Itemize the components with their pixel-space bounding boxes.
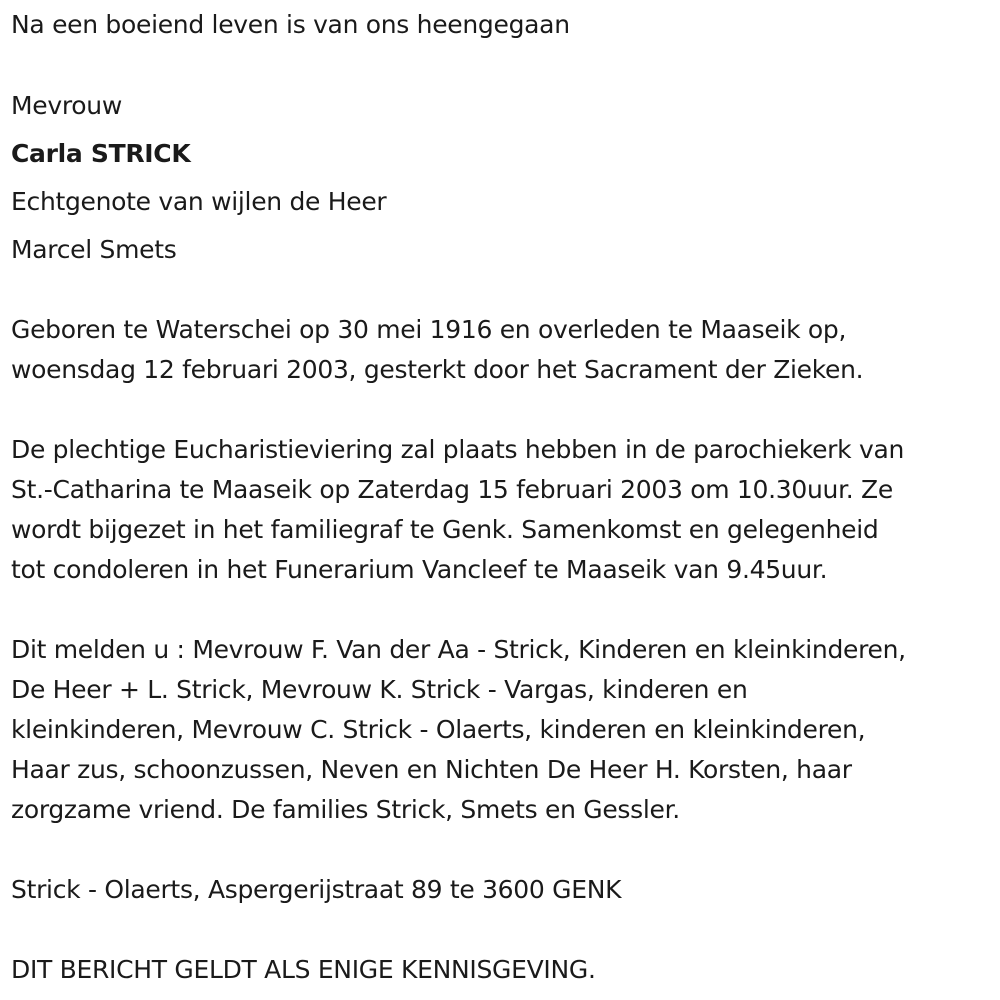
salutation: Mevrouw: [11, 91, 122, 120]
paragraph-line: De Heer + L. Strick, Mevrouw K. Strick - Vargas, kinderen en: [11, 675, 748, 704]
spouse-line-2: Marcel Smets: [11, 235, 177, 264]
paragraph-line: De plechtige Eucharistieviering zal plaats hebben in de parochiekerk van: [11, 435, 905, 464]
paragraph-line: Haar zus, schoonzussen, Neven en Nichten De Heer H. Korsten, haar: [11, 755, 852, 784]
paragraph-line: tot condoleren in het Funerarium Vancleef te Maaseik van 9.45uur.: [11, 555, 828, 584]
paragraph-line: Dit melden u : Mevrouw F. Van der Aa - Strick, Kinderen en kleinkinderen,: [11, 635, 906, 664]
paragraph-line: wordt bijgezet in het familiegraf te Genk. Samenkomst en gelegenheid: [11, 515, 879, 544]
deceased-name: Carla STRICK: [11, 139, 191, 168]
intro-text: Na een boeiend leven is van ons heengegaan: [11, 10, 570, 39]
paragraph-line: kleinkinderen, Mevrouw C. Strick - Olaerts, kinderen en kleinkinderen,: [11, 715, 866, 744]
notice-text: DIT BERICHT GELDT ALS ENIGE KENNISGEVING.: [11, 955, 596, 984]
paragraph-line: St.-Catharina te Maaseik op Zaterdag 15 februari 2003 om 10.30uur. Ze: [11, 475, 893, 504]
paragraph-line: Geboren te Waterschei op 30 mei 1916 en overleden te Maaseik op,: [11, 315, 847, 344]
paragraph-line: zorgzame vriend. De families Strick, Smets en Gessler.: [11, 795, 680, 824]
paragraph-line: woensdag 12 februari 2003, gesterkt door het Sacrament der Zieken.: [11, 355, 864, 384]
address: Strick - Olaerts, Aspergerijstraat 89 te 3600 GENK: [11, 875, 622, 904]
spouse-line-1: Echtgenote van wijlen de Heer: [11, 187, 387, 216]
